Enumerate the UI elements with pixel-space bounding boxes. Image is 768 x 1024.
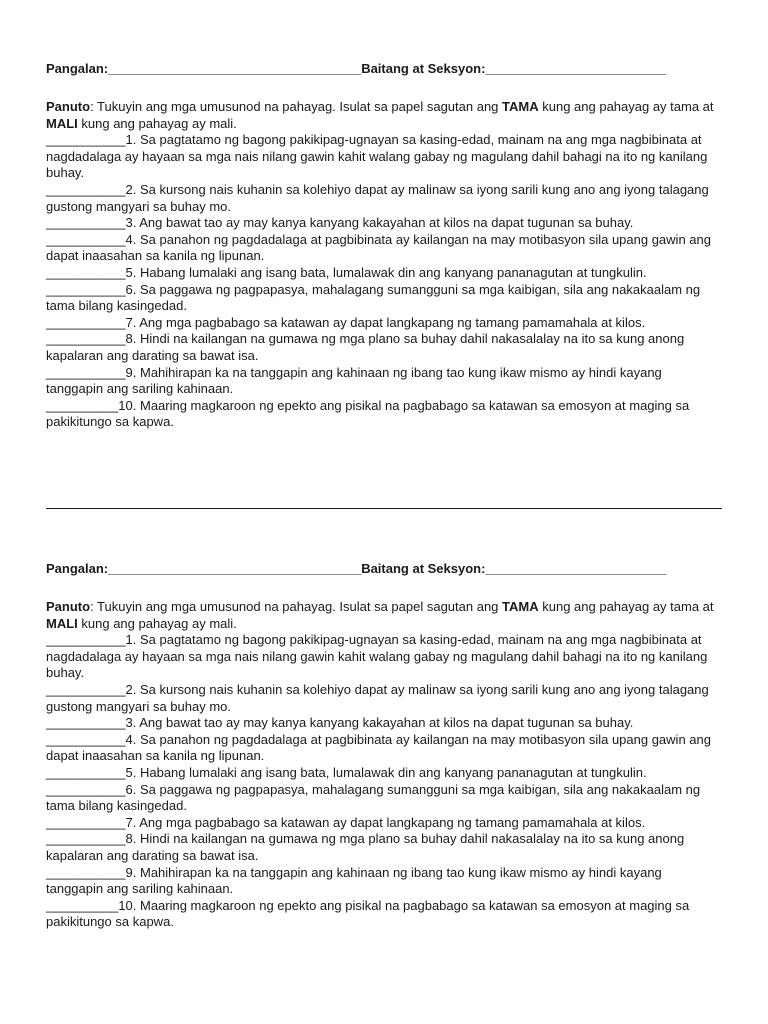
question-item: ___________2. Sa kursong nais kuhanin sa kolehiyo dapat ay malinaw sa iyong sarili kung ano ang iyong talagang gustong mangyari sa buhay mo. xyxy=(46,181,709,214)
tama-keyword: TAMA xyxy=(502,99,539,114)
header-line xyxy=(46,560,718,578)
question-item: ___________1. Sa pagtatamo ng bagong pakikipag-ugnayan sa kasing-edad, mainam na ang mga nagbibinata at nagdadalaga ay hayaan sa mga nais nilang gawin kahit walang gabay ng magulang dahil bahagi na ito ng kanilang buhay. xyxy=(46,132,708,181)
question-item: ___________5. Habang lumalaki ang isang bata, lumalawak din ang kanyang pananagutan at tungkulin. xyxy=(46,764,647,780)
name-label: Pangalan:___________________________________ xyxy=(46,561,362,576)
grade-section-label: Baitang at Seksyon:_________________________ xyxy=(361,61,667,76)
question-item: ___________5. Habang lumalaki ang isang bata, lumalawak din ang kanyang pananagutan at tungkulin. xyxy=(46,264,647,280)
worksheet-bottom xyxy=(46,560,718,931)
question-item: ___________6. Sa paggawa ng pagpapasya, mahalagang sumangguni sa mga kaibigan, sila ang nakakaalam ng tama bilang kasingedad. xyxy=(46,781,701,814)
instruction-title: Panuto xyxy=(46,599,91,614)
question-item: ___________8. Hindi na kailangan na gumawa ng mga plano sa buhay dahil nakasalalay na ito sa kung anong kapalaran ang darating sa bawat isa. xyxy=(46,831,685,863)
tama-keyword: TAMA xyxy=(502,599,539,614)
name-label: Pangalan:___________________________________ xyxy=(46,61,362,76)
question-item: ___________9. Mahihirapan ka na tanggapin ang kahinaan ng ibang tao kung ikaw mismo ay hindi kayang tanggapin ang sariling kahinaan. xyxy=(46,864,662,897)
instruction-title: Panuto xyxy=(46,99,91,114)
question-item: ___________7. Ang mga pagbabago sa katawan ay dapat langkapang ng tamang pamamahala at kilos. xyxy=(46,814,646,830)
mali-keyword: MALI xyxy=(46,115,78,131)
question-item: ___________7. Ang mga pagbabago sa katawan ay dapat langkapang ng tamang pamamahala at kilos. xyxy=(46,314,646,330)
grade-section-label: Baitang at Seksyon:_________________________ xyxy=(361,561,667,576)
question-item: ___________1. Sa pagtatamo ng bagong pakikipag-ugnayan sa kasing-edad, mainam na ang mga nagbibinata at nagdadalaga ay hayaan sa mga nais nilang gawin kahit walang gabay ng magulang dahil bahagi na ito ng kanilang buhay. xyxy=(46,632,708,681)
instructions: Panuto: Tukuyin ang mga umusunod na pahayag. Isulat sa papel sagutan ang TAMA kung ang pahayag ay tama at MALI kung ang pahayag ay mali. xyxy=(46,99,714,131)
question-item: __________10. Maaring magkaroon ng epekto ang pisikal na pagbabago sa katawan sa emosyon at maging sa pakikitungo sa kapwa. xyxy=(46,897,690,930)
question-item: ___________4. Sa panahon ng pagdadalaga at pagbibinata ay kailangan na may motibasyon sila upang gawin ang dapat inaasahan sa kanila ng lipunan. xyxy=(46,231,711,264)
question-item: ___________3. Ang bawat tao ay may kanya kanyang kakayahan at kilos na dapat tugunan sa buhay. xyxy=(46,215,634,231)
worksheet-top xyxy=(46,60,718,431)
question-item: ___________3. Ang bawat tao ay may kanya kanyang kakayahan at kilos na dapat tugunan sa buhay. xyxy=(46,715,634,731)
question-item: ___________4. Sa panahon ng pagdadalaga at pagbibinata ay kailangan na may motibasyon sila upang gawin ang dapat inaasahan sa kanila ng lipunan. xyxy=(46,731,711,764)
question-item: ___________2. Sa kursong nais kuhanin sa kolehiyo dapat ay malinaw sa iyong sarili kung ano ang iyong talagang gustong mangyari sa buhay mo. xyxy=(46,681,709,714)
header-line xyxy=(46,60,718,78)
question-item: __________10. Maaring magkaroon ng epekto ang pisikal na pagbabago sa katawan sa emosyon at maging sa pakikitungo sa kapwa. xyxy=(46,397,690,430)
mali-keyword: MALI xyxy=(46,615,78,631)
instructions: Panuto: Tukuyin ang mga umusunod na pahayag. Isulat sa papel sagutan ang TAMA kung ang pahayag ay tama at MALI kung ang pahayag ay mali. xyxy=(46,599,714,631)
question-item: ___________8. Hindi na kailangan na gumawa ng mga plano sa buhay dahil nakasalalay na ito sa kung anong kapalaran ang darating sa bawat isa. xyxy=(46,331,685,363)
question-item: ___________6. Sa paggawa ng pagpapasya, mahalagang sumangguni sa mga kaibigan, sila ang nakakaalam ng tama bilang kasingedad. xyxy=(46,281,701,314)
question-item: ___________9. Mahihirapan ka na tanggapin ang kahinaan ng ibang tao kung ikaw mismo ay hindi kayang tanggapin ang sariling kahinaan. xyxy=(46,364,662,397)
cut-line-divider xyxy=(46,508,722,509)
